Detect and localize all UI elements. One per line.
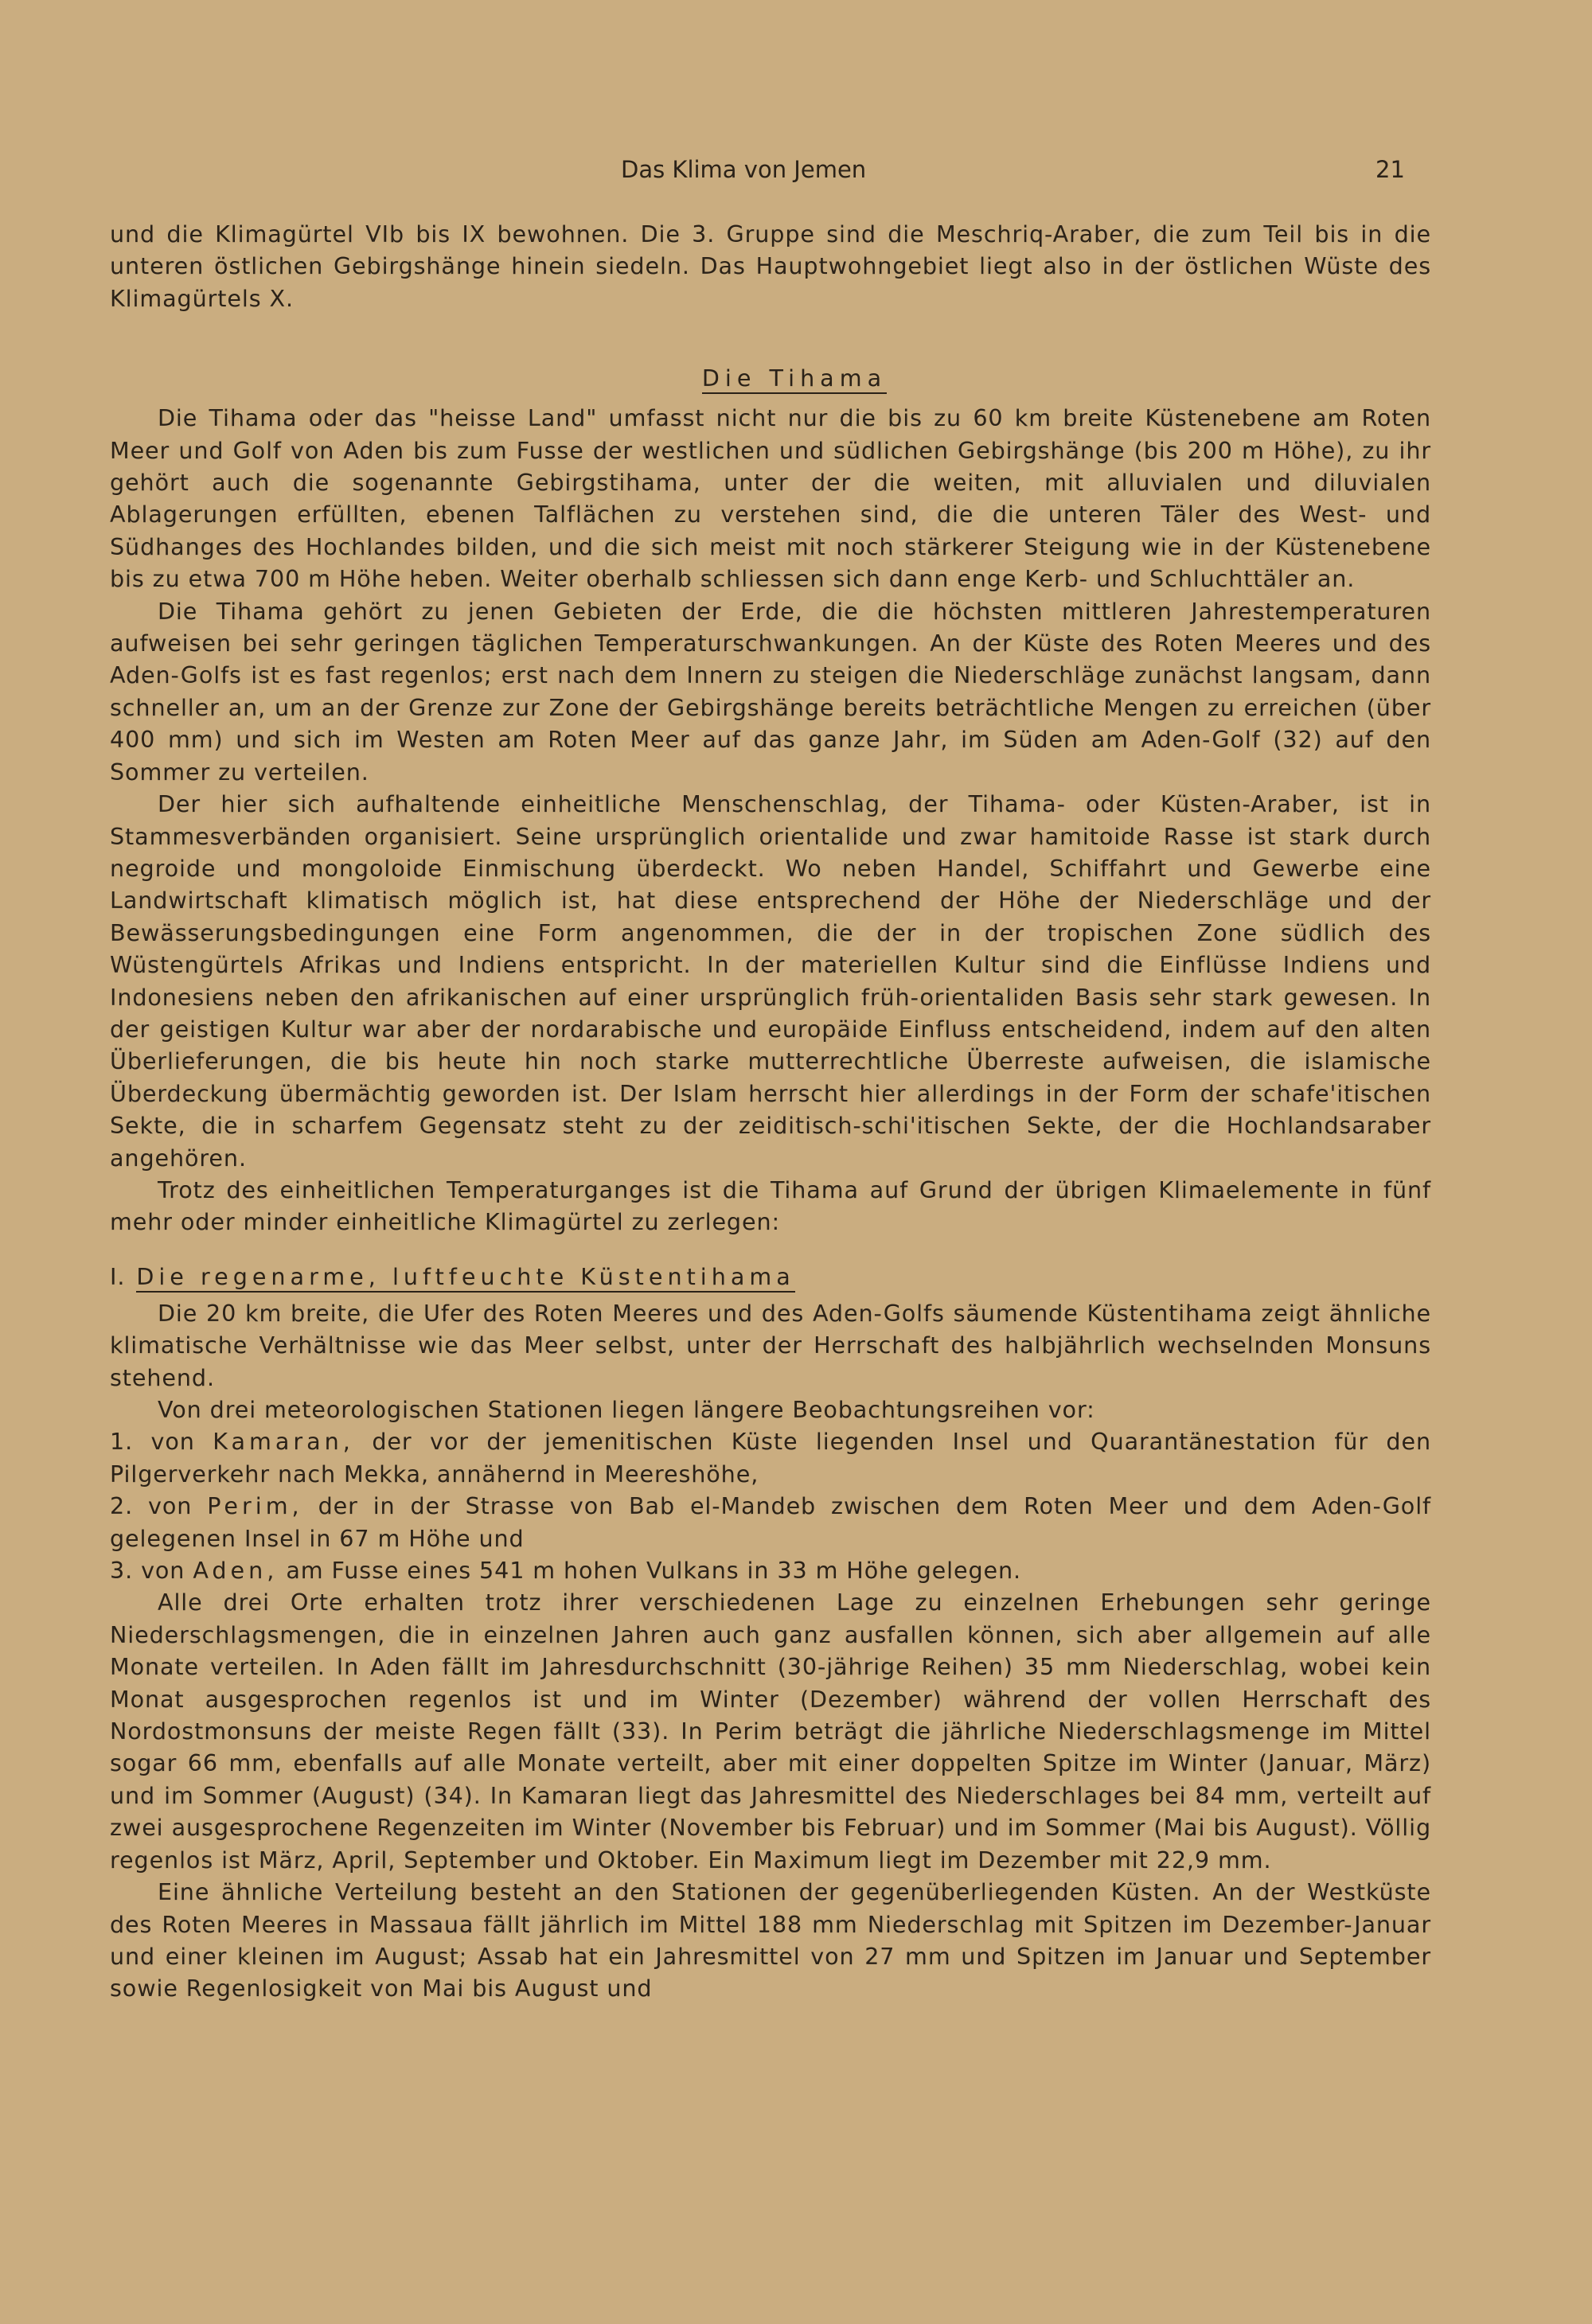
paragraph: Von drei meteorologischen Stationen liegen längere Beobachtungsreihen vor: [158, 1396, 1095, 1423]
running-title: Das Klima von Jemen [621, 156, 867, 183]
paragraph-continuation: und die Klimagürtel VIb bis IX bewohnen. Die 3. Gruppe sind die Meschriq-Araber, die zum Teil bis in die unteren östlichen Gebirgshänge hinein siedeln. Das Hauptwohngebiet liegt also in der östlichen Wüste des Klimagürtels X. [110, 220, 1431, 312]
paragraph: Eine ähnliche Verteilung besteht an den Stationen der gegenüberliegenden Küsten. An der Westküste des Roten Meeres in Massaua fällt jährlich im Mittel 188 mm Niederschlag mit Spitzen im Dezember-Januar und einer kleinen im August; Assab hat ein Jahresmittel von 27 mm und Spitzen im Januar und September sowie Regenlosigkeit von Mai bis August und [110, 1878, 1431, 2002]
list-item: 2. von Perim, der in der Strasse von Bab el-Mandeb zwischen dem Roten Meer und dem Aden-Golf gelegenen Insel in 67 m Höhe und [110, 1492, 1432, 1552]
page-number: 21 [1375, 156, 1405, 183]
paragraph: Die 20 km breite, die Ufer des Roten Meeres und des Aden-Golfs säumende Küstentihama zeigt ähnliche klimatische Verhältnisse wie das Meer selbst, unter der Herrschaft des halbjährlich wechselnden Monsuns stehend. [110, 1299, 1431, 1391]
subsection-number: I. [110, 1262, 126, 1290]
list-item: 3. von Aden, am Fusse eines 541 m hohen Vulkans in 33 m Höhe gelegen. [110, 1557, 1022, 1585]
paragraph: Der hier sich aufhaltende einheitliche Menschenschlag, der Tihama- oder Küsten-Araber, ist in Stammesverbänden organisiert. Seine ursprünglich orientalide und zwar hamitoide Rasse ist stark durch negroide und mongoloide Einmischung überdeckt. Wo neben Handel, Schiffahrt und Gewerbe eine Landwirtschaft klimatisch möglich ist, hat diese entsprechend der Höhe der Niederschläge und der Bewässerungsbedingungen eine Form angenommen, die der in der tropischen Zone südlich des Wüstengürtels Afrikas und Indiens entspricht. In der materiellen Kultur sind die Einflüsse Indiens und Indonesiens neben den afrikanischen auf einer ursprünglich früh-orientaliden Basis sehr stark gewesen. In der geistigen Kultur war aber der nordarabische und europäide Einfluss entscheidend, indem auf den alten Überlieferungen, die bis heute hin noch starke mutterrechtliche Überreste aufweisen, die islamische Überdeckung übermächtig geworden ist. Der Islam herrscht hier allerdings in der Form der schafe'itischen Sekte, die in scharfem Gegensatz steht zu der zeiditisch-schi'itischen Sekte, der die Hochlandsaraber angehören. [110, 790, 1431, 1172]
subsection-heading [110, 1261, 1431, 1297]
list-item: 1. von Kamaran, der vor der jemenitischen Küste liegenden Insel und Quarantänestation für den Pilgerverkehr nach Mekka, annähernd in Meereshöhe, [110, 1428, 1431, 1488]
paragraph: Trotz des einheitlichen Temperaturganges ist die Tihama auf Grund der übrigen Klimaelemente in fünf mehr oder minder einheitliche Klimagürtel zu zerlegen: [110, 1176, 1431, 1236]
paragraph: Alle drei Orte erhalten trotz ihrer verschiedenen Lage zu einzelnen Erhebungen sehr geringe Niederschlagsmengen, die in einzelnen Jahren auch ganz ausfallen können, sich aber allgemein auf alle Monate verteilen. In Aden fällt im Jahresdurchschnitt (30-jährige Reihen) 35 mm Niederschlag, wobei kein Monat ausgesprochen regenlos ist und im Winter (Dezember) während der vollen Herrschaft des Nordostmonsuns der meiste Regen fällt (33). In Perim beträgt die jährliche Niederschlagsmenge im Mittel sogar 66 mm, ebenfalls auf alle Monate verteilt, aber mit einer doppelten Spitze im Winter (Januar, März) und im Sommer (August) (34). In Kamaran liegt das Jahresmittel des Niederschlages bei 84 mm, verteilt auf zwei ausgesprochene Regenzeiten im Winter (November bis Februar) und im Sommer (Mai bis August). Völlig regenlos ist März, April, September und Oktober. Ein Maximum liegt im Dezember mit 22,9 mm. [110, 1589, 1431, 1874]
running-header [0, 156, 1592, 188]
main-text [110, 218, 1431, 2005]
paragraph: Die Tihama oder das "heisse Land" umfasst nicht nur die bis zu 60 km breite Küstenebene am Roten Meer und Golf von Aden bis zum Fusse der westlichen und südlichen Gebirgshänge (bis 200 m Höhe), zu ihr gehört auch die sogenannte Gebirgstihama, unter der die weiten, mit alluvialen und diluvialen Ablagerungen erfüllten, ebenen Talflächen zu verstehen sind, die die unteren Täler des West- und Südhanges des Hochlandes bilden, und die sich meist mit noch stärkerer Steigung wie in der Küstenebene bis zu etwa 700 m Höhe heben. Weiter oberhalb schliessen sich dann enge Kerb- und Schluchttäler an. [110, 404, 1431, 593]
section-heading: Die Tihama [110, 362, 1431, 402]
paragraph: Die Tihama gehört zu jenen Gebieten der Erde, die die höchsten mittleren Jahrestemperaturen aufweisen bei sehr geringen täglichen Temperaturschwankungen. An der Küste des Roten Meeres und des Aden-Golfs ist es fast regenlos; erst nach dem Innern zu steigen die Niederschläge zunächst langsam, dann schneller an, um an der Grenze zur Zone der Gebirgshänge bereits beträchtliche Mengen zu erreichen (über 400 mm) und sich im Westen am Roten Meer auf das ganze Jahr, im Süden am Aden-Golf (32) auf den Sommer zu verteilen. [110, 597, 1431, 786]
subsection-title: Die regenarme, luftfeuchte Küstentihama [136, 1263, 794, 1293]
